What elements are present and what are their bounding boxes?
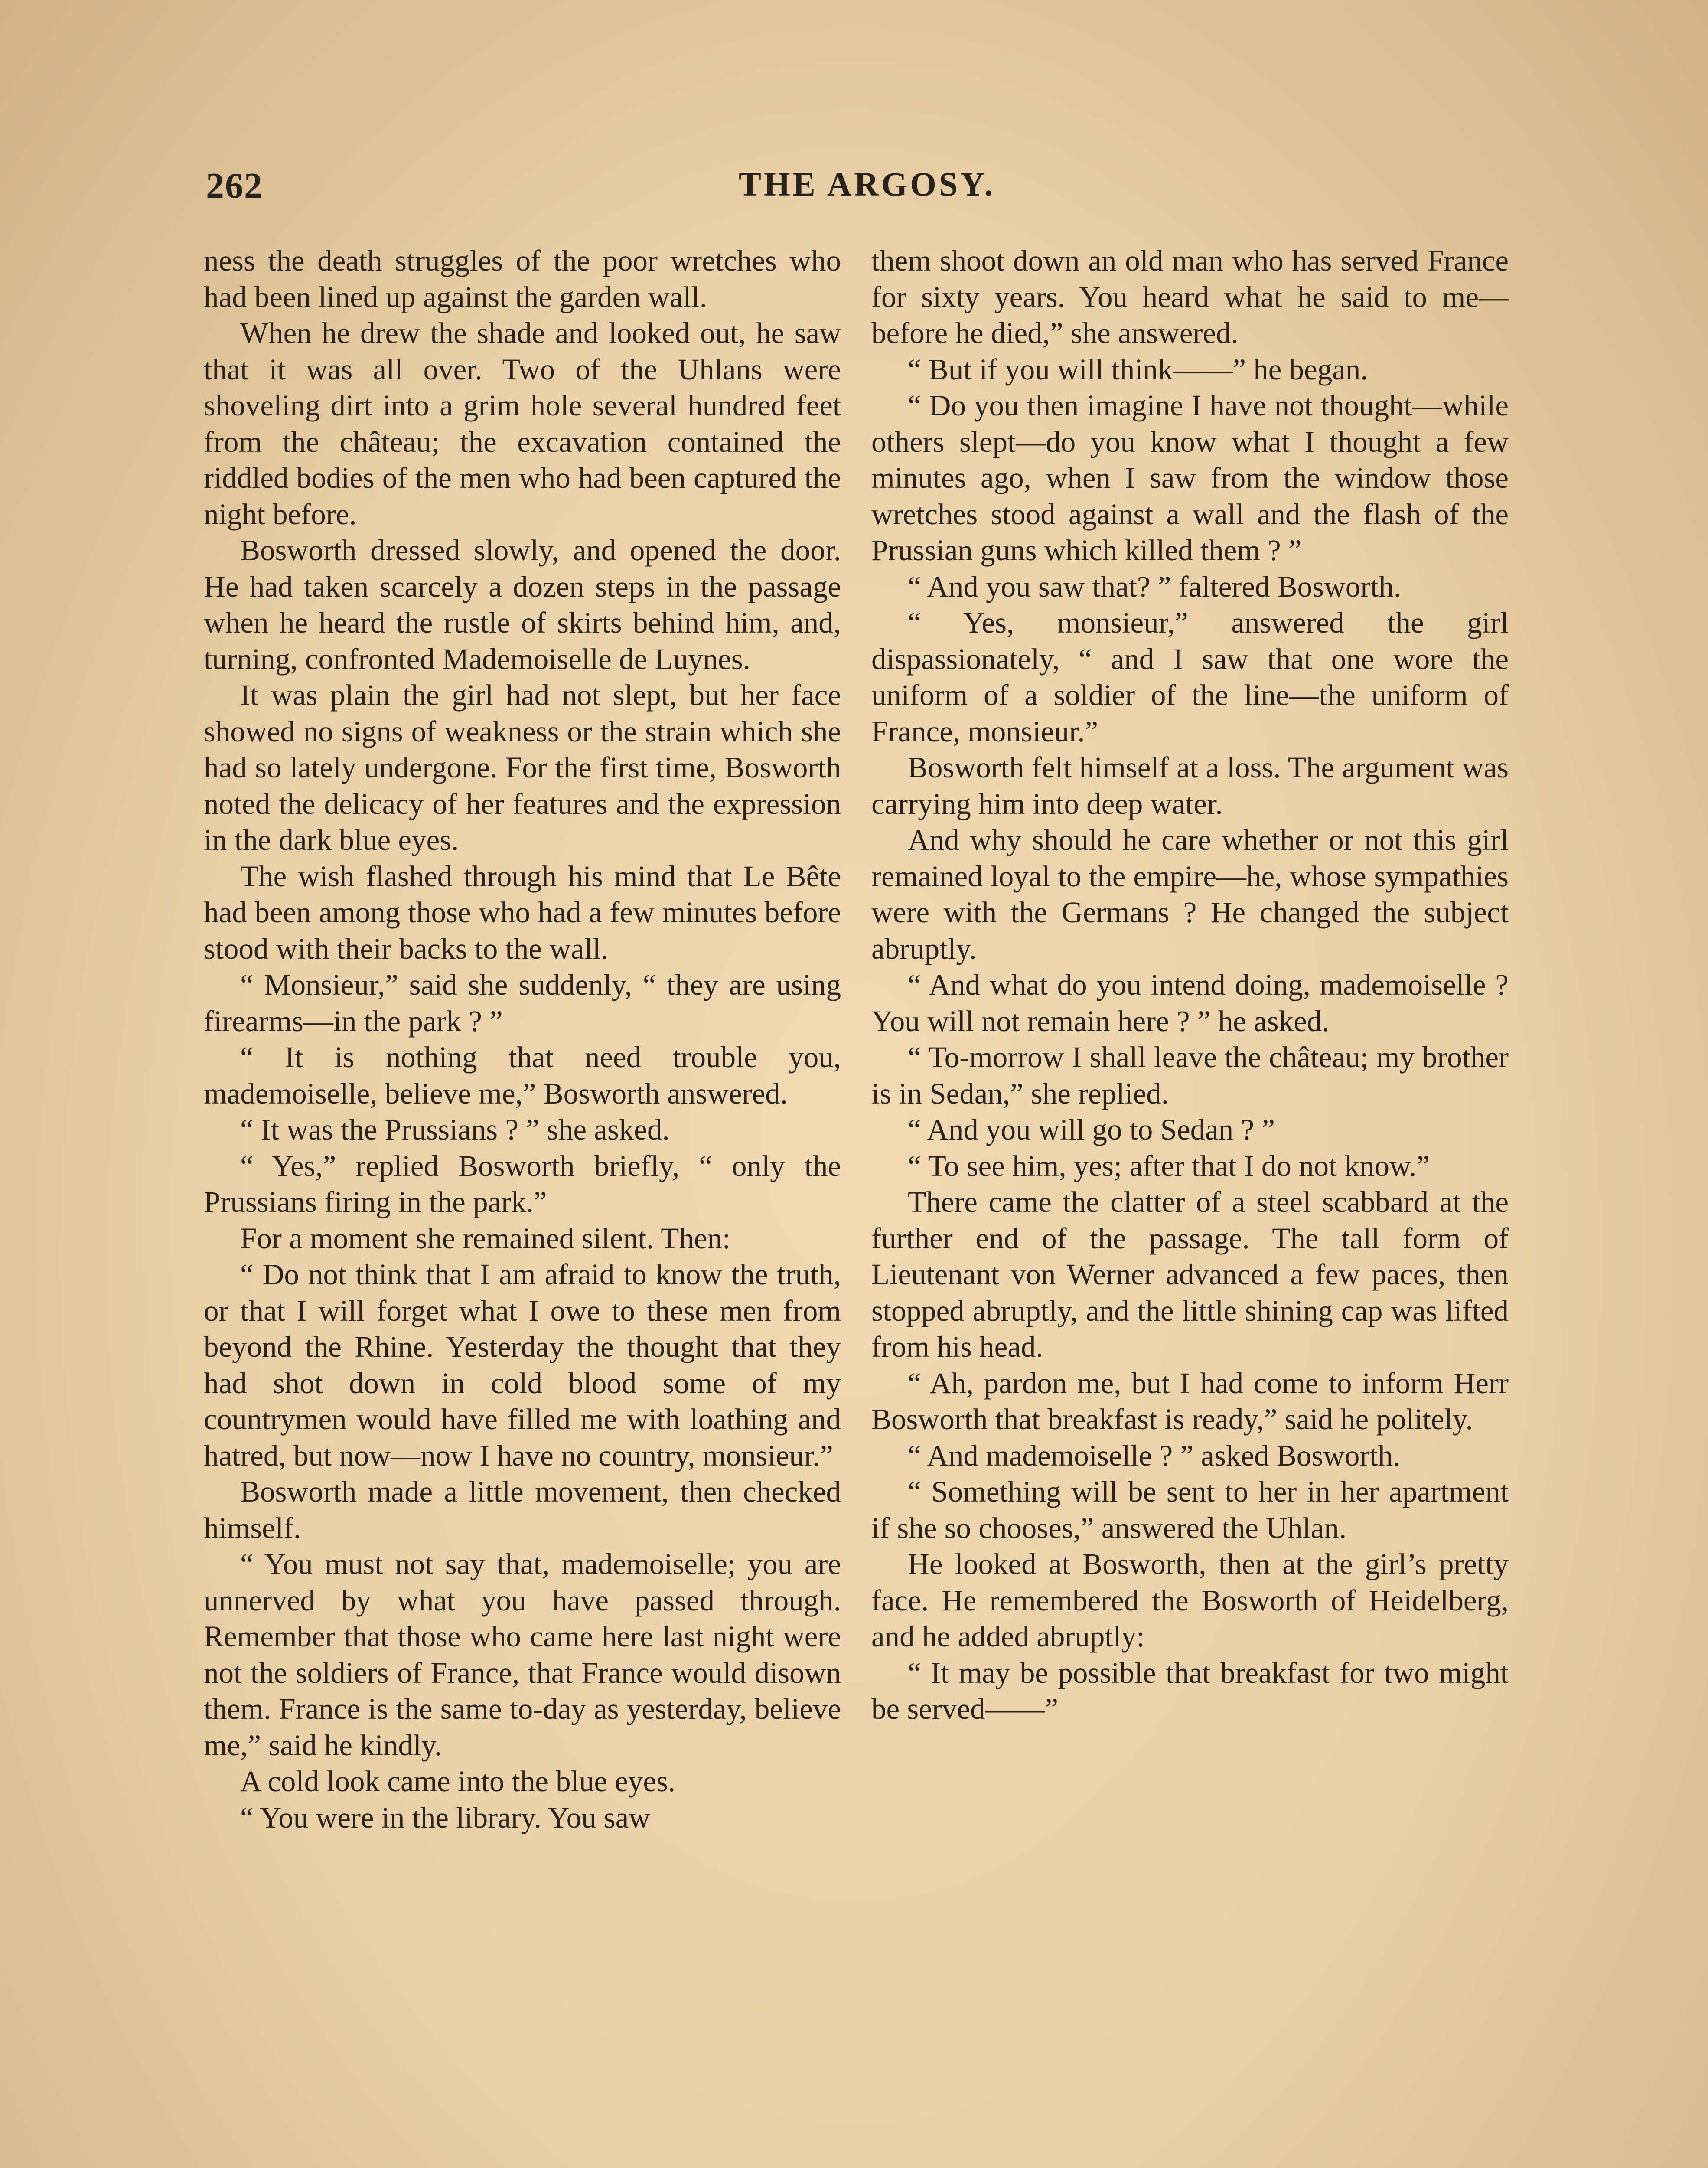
paragraph: When he drew the shade and looked out, he saw that it was all over. Two of the Uhlans were shoveling dirt into a grim hole several hundred feet from the château; the excavation contained the riddled bodies of the men who had been captured the night before. (204, 317, 841, 531)
paragraph: A cold look came into the blue eyes. (240, 1765, 676, 1798)
paragraph: “ But if you will think——” he began. (908, 353, 1368, 386)
paragraph: Bosworth felt himself at a loss. The argument was carrying him into deep water. (871, 751, 1509, 820)
right-column (871, 243, 1509, 1727)
paragraph: Bosworth made a little movement, then checked himself. (204, 1475, 841, 1544)
paragraph: There came the clatter of a steel scabbard at the further end of the passage. The tall form of Lieutenant von Werner advanced a few paces, then stopped abruptly, and the little shining cap was lifted from his head. (871, 1185, 1509, 1363)
paragraph: “ Yes, monsieur,” answered the girl dispassionately, “ and I saw that one wore the uniform of a soldier of the line—the uniform of France, monsieur.” (871, 606, 1509, 748)
paragraph: “ You were in the library. You saw (240, 1801, 651, 1834)
paragraph: Bosworth dressed slowly, and opened the door. He had taken scarcely a dozen steps in the passage when he heard the rustle of skirts behind him, and, turning, confronted Mademoiselle de Luynes. (204, 534, 841, 676)
paragraph: ness the death struggles of the poor wretches who had been lined up against the garden wall. (204, 244, 841, 313)
paragraph: He looked at Bosworth, then at the girl’s pretty face. He remembered the Bosworth of Heidelberg, and he added abruptly: (871, 1548, 1509, 1653)
paragraph: “ You must not say that, mademoiselle; you are unnerved by what you have passed through. Remember that those who came here last night were not the soldiers of France, that France would disown them. France is the same to-day as yesterday, believe me,” said he kindly. (204, 1548, 841, 1762)
paragraph: “ Ah, pardon me, but I had come to inform Herr Bosworth that breakfast is ready,” said he politely. (871, 1366, 1509, 1436)
paragraph: The wish flashed through his mind that Le Bête had been among those who had a few minutes before stood with their backs to the wall. (204, 859, 841, 965)
paragraph: “ And you will go to Sedan ? ” (908, 1113, 1275, 1146)
paragraph: “ Monsieur,” said she suddenly, “ they are using firearms—in the park ? ” (204, 968, 841, 1038)
page-number: 262 (206, 166, 263, 206)
paragraph: And why should he care whether or not this girl remained loyal to the empire—he, whose sympathies were with the Germans ? He changed the subject abruptly. (871, 823, 1509, 965)
left-column (204, 243, 841, 1836)
paragraph: “ Do you then imagine I have not thought—while others slept—do you know what I thought a few minutes ago, when I saw from the window those wretches stood against a wall and the flash of the Prussian guns which killed them ? ” (871, 389, 1509, 567)
paragraph: “ Something will be sent to her in her apartment if she so chooses,” answered the Uhlan. (871, 1475, 1509, 1544)
paragraph: “ Do not think that I am afraid to know the truth, or that I will forget what I owe to these men from beyond the Rhine. Yesterday the thought that they had shot down in cold blood some of my countrymen would have filled me with loathing and hatred, but now—now I have no country, monsieur.” (204, 1258, 841, 1472)
paragraph: “ And mademoiselle ? ” asked Bosworth. (908, 1439, 1401, 1472)
paragraph: “ To-morrow I shall leave the château; my brother is in Sedan,” she replied. (871, 1041, 1509, 1110)
paragraph: “ It was the Prussians ? ” she asked. (240, 1113, 670, 1146)
paragraph: “ Yes,” replied Bosworth briefly, “ only the Prussians firing in the park.” (204, 1149, 841, 1218)
running-head: THE ARGOSY. (739, 165, 995, 203)
paragraph: For a moment she remained silent. Then: (240, 1221, 731, 1255)
paragraph: “ To see him, yes; after that I do not know.” (908, 1149, 1430, 1182)
paragraph: them shoot down an old man who has served France for sixty years. You heard what he said to me—before he died,” she answered. (871, 244, 1509, 349)
paragraph: It was plain the girl had not slept, but her face showed no signs of weakness or the strain which she had so lately undergone. For the first time, Bosworth noted the delicacy of her features and the expression in the dark blue eyes. (204, 679, 841, 856)
paragraph: “ And what do you intend doing, mademoiselle ? You will not remain here ? ” he asked. (871, 968, 1509, 1038)
paragraph: “ It is nothing that need trouble you, mademoiselle, believe me,” Bosworth answered. (204, 1041, 841, 1110)
paragraph: “ It may be possible that breakfast for two might be served——” (871, 1656, 1509, 1725)
paragraph: “ And you saw that? ” faltered Bosworth. (908, 570, 1402, 603)
